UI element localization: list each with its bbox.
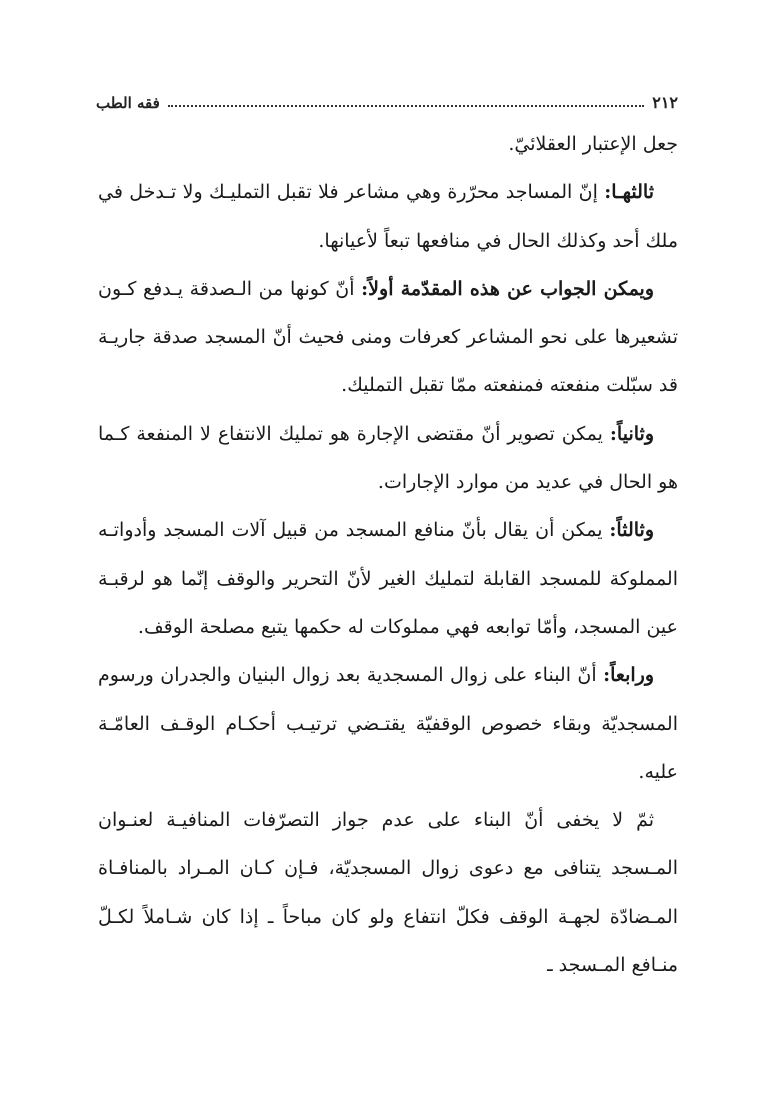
paragraph-text: إنّ المساجد محرّرة وهي مشاعر فلا تقبل التمليـك ولا تـدخل في ملك أحد وكذلك الحال في منافعها تبعاً لأعيانها. [98,181,678,252]
paragraph-lead: ورابعاً: [603,664,654,687]
running-header [96,86,678,112]
paragraph-text: أنّ البناء على زوال المسجدية بعد زوال البنيان والجدران ورسوم المسجديّة وبقاء خصوص الوقفيّة يقتـضي ترتيـب أحكـام الوقـف العامّـة عليه. [98,664,678,783]
paragraph-answer-third [98,506,678,651]
header-dot-leader [168,105,644,107]
paragraph-lead: وثانياً: [609,422,654,445]
paragraph-third-premise [98,168,678,265]
body-text [98,120,678,989]
paragraph-text: يمكن تصوير أنّ مقتضى الإجارة هو تمليك الانتفاع لا المنفعة كـما هو الحال في عديد من موارد الإجارات. [98,422,678,494]
paragraph-answer-first [98,265,678,410]
paragraph-text: جعل الإعتبار العقلائيّ. [508,133,678,155]
paragraph-lead: ثالثهـا: [604,181,654,204]
paragraph-answer-fourth [98,651,678,796]
paragraph-text: ثمّ لا يخفى أنّ البناء على عدم جواز التصرّفات المنافيـة لعنـوان المـسجد يتنافى مع دعوى زوال المسجديّة، فـإن كـان المـراد بالمنافـاة المـضادّة لجهـة الوقف فكلّ انتفاع ولو كان مباحاً ـ إذا كان شـاملاً لكـلّ منـافع المـسجد ـ [98,809,678,977]
paragraph-conclusion [98,796,678,989]
paragraph-answer-second [98,410,678,507]
paragraph-text: يمكن أن يقال بأنّ منافع المسجد من قبيل آلات المسجد وأدواتـه المملوكة للمسجد القابلة لتمليك الغير لأنّ التحرير والوقف إنّما هو لرقبـة عين المسجد، وأمّا توابعه فهي مملوكات له حكمها يتبع مصلحة الوقف. [98,519,678,638]
paragraph-lead: ويمكن الجواب عن هذه المقدّمة أولاً: [361,277,655,300]
book-title: فقه الطب [96,94,160,112]
paragraph-lead: وثالثاً: [609,519,654,542]
page-number: ٢١٢ [652,93,678,112]
paragraph-text: أنّ كونها من الـصدقة يـدفع كـون تشعيرها على نحو المشاعر كعرفات ومنى فحيث أنّ المسجد صدقة جاريـة قد سبّلت منفعته فمنفعته ممّا تقبل التمليك. [98,277,678,397]
paragraph-continuation [98,120,678,168]
